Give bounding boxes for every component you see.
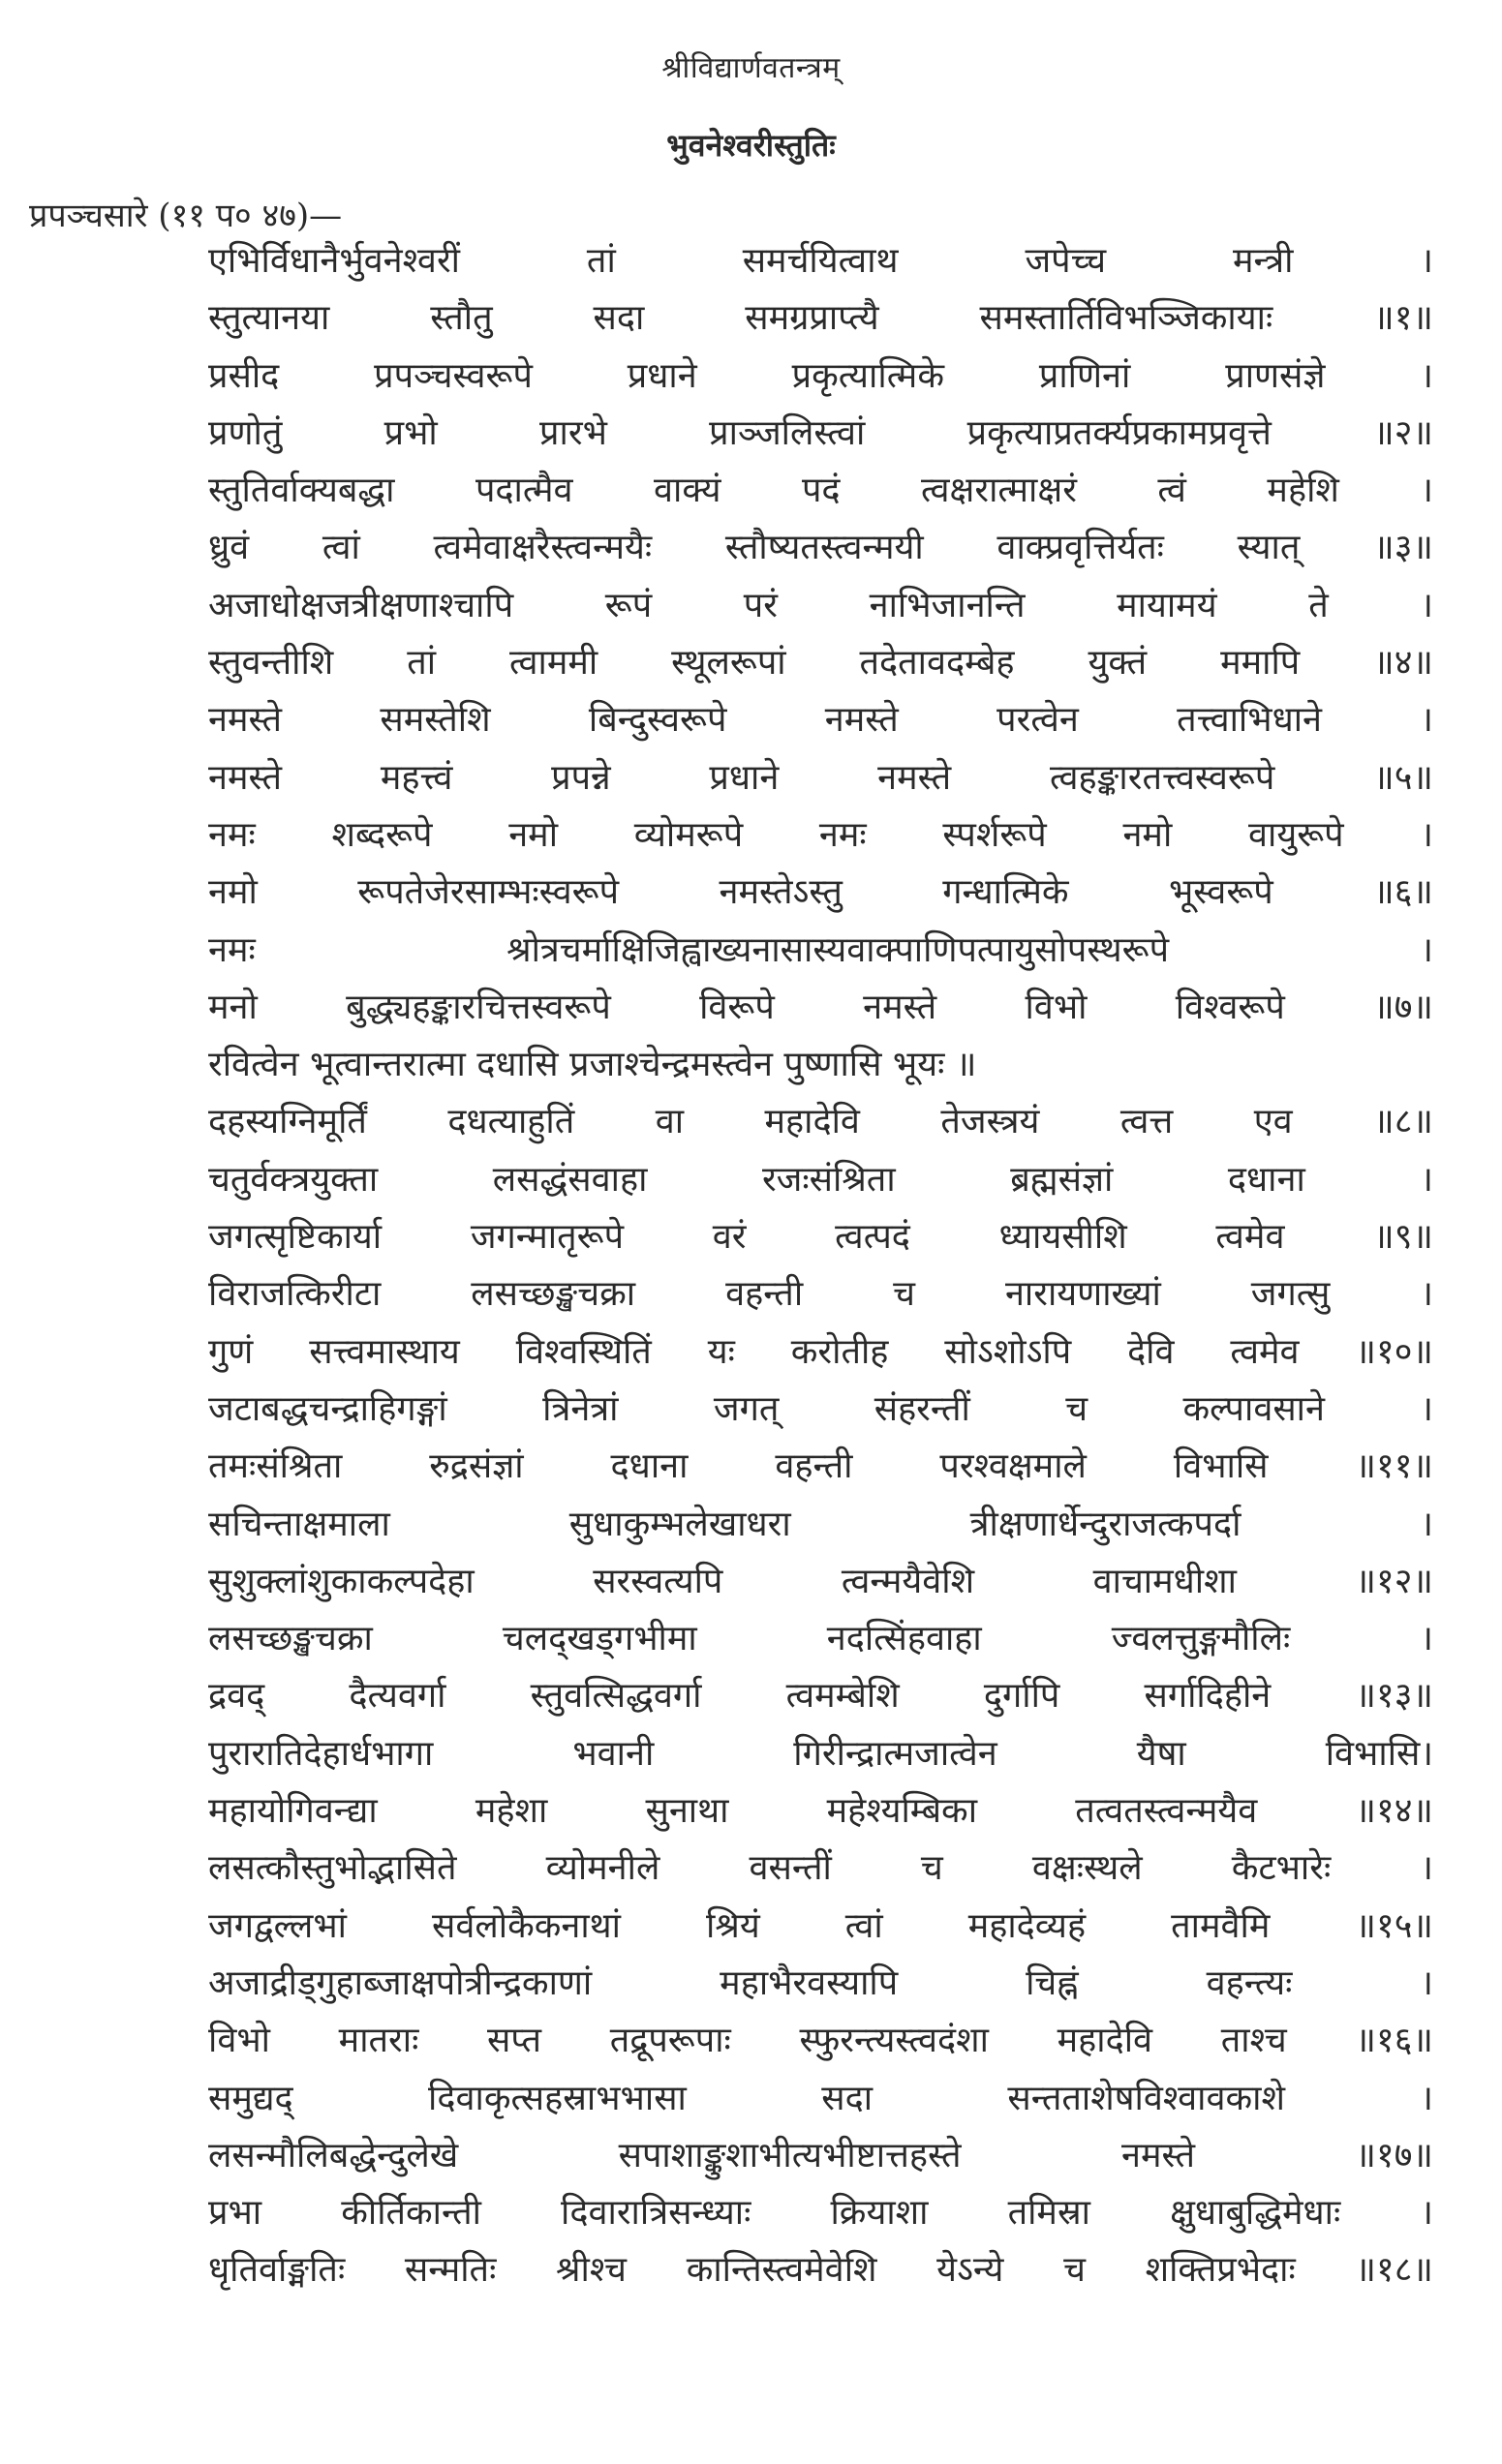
verse-line: तमःसंश्रिता रुद्रसंज्ञां दधाना वहन्ती परश्वक्षमाले विभासि ॥११॥ [208,1446,1433,1487]
verse-line: स्तुतिर्वाक्यबद्धा पदात्मैव वाक्यं पदं त्वक्षरात्माक्षरं त्वं महेशि । [208,471,1433,511]
verse-line: चतुर्वक्त्रयुक्ता लसद्धंसवाहा रजःसंश्रिता ब्रह्मसंज्ञां दधाना । [208,1159,1433,1200]
verse-line: ध्रुवं त्वां त्वमेवाक्षरैस्त्वन्मयैः स्तौष्यतस्त्वन्मयी वाक्प्रवृत्तिर्यतः स्यात् ॥३॥ [208,528,1433,568]
verse-line: धृतिर्वाङ्मतिः सन्मतिः श्रीश्च कान्तिस्त्वमेवेशि येऽन्ये च शक्तिप्रभेदाः ॥१८॥ [208,2250,1433,2291]
verse-line: जगत्सृष्टिकार्या जगन्मातृरूपे वरं त्वत्पदं ध्यायसीशि त्वमेव ॥९॥ [208,1217,1433,1258]
verse-line: लसत्कौस्तुभोद्भासिते व्योमनीले वसन्तीं च वक्षःस्थले कैटभारेः । [208,1848,1433,1889]
verse-line: सचिन्ताक्षमाला सुधाकुम्भलेखाधरा त्रीक्षणार्धेन्दुराजत्कपर्दा । [208,1504,1433,1544]
section-title: भुवनेश्वरीस्तुतिः [666,127,836,164]
verse-line: पुरारातिदेहार्धभागा भवानी गिरीन्द्रात्मजात्वेन यैषा विभासि। [208,1733,1433,1774]
verse-line: नमस्ते महत्त्वं प्रपन्ने प्रधाने नमस्ते त्वहङ्कारतत्त्वस्वरूपे ॥५॥ [208,757,1433,798]
verse-line: जटाबद्धचन्द्राहिगङ्गां त्रिनेत्रां जगत् संहरन्तीं च कल्पावसाने । [208,1388,1433,1429]
verse-line: अजाधोक्षजत्रीक्षणाश्चापि रूपं परं नाभिजानन्ति मायामयं ते । [208,585,1433,625]
verse-line: मनो बुद्ध्यहङ्कारचित्तस्वरूपे विरूपे नमस्ते विभो विश्वरूपे ॥७॥ [208,987,1433,1027]
verse-line: समुद्यद् दिवाकृत्सहस्राभभासा सदा सन्तताशेषविश्वावकाशे । [208,2078,1433,2118]
verse-line: अजाद्रीड्गुहाब्जाक्षपोत्रीन्द्रकाणां महाभैरवस्यापि चिह्नं वहन्त्यः । [208,1962,1433,2003]
verse-line: जगद्वल्लभां सर्वलोकैकनाथां श्रियं त्वां महादेव्यहं तामवैमि ॥१५॥ [208,1905,1433,1946]
verse-line: विभो मातराः सप्त तद्रूपरूपाः स्फुरन्त्यस्त्वदंशा महादेवि ताश्च ॥१६॥ [208,2021,1433,2061]
verse-line: एभिर्विधानैर्भुवनेश्वरीं तां समर्चयित्वाथ जपेच्च मन्त्री । [208,241,1433,281]
verse-line: लसन्मौलिबद्धेन्दुलेखे सपाशाङ्कुशाभीत्यभीष्टात्तहस्ते नमस्ते ॥१७॥ [208,2135,1433,2175]
verse-line: प्रभा कीर्तिकान्ती दिवारात्रिसन्ध्याः क्रियाशा तमिस्रा क्षुधाबुद्धिमेधाः । [208,2193,1433,2234]
verse-block [208,232,1433,2299]
verse-line: लसच्छङ्खचक्रा चलद्खड्गभीमा नदत्सिंहवाहा ज्वलत्तुङ्गमौलिः । [208,1619,1433,1659]
verse-line: नमो रूपतेजेरसाम्भःस्वरूपे नमस्तेऽस्तु गन्धात्मिके भूस्वरूपे ॥६॥ [208,872,1433,913]
verse-line: नमः श्रोत्रचर्माक्षिजिह्वाख्यनासास्यवाक्पाणिपत्पायुसोपस्थरूपे । [208,929,1433,970]
verse-line: नमः शब्दरूपे नमो व्योमरूपे नमः स्पर्शरूपे नमो वायुरूपे । [208,814,1433,855]
running-header-title: श्रीविद्यार्णवतन्त्रम् [661,51,841,85]
verse-line: महायोगिवन्द्या महेशा सुनाथा महेश्यम्बिका तत्वतस्त्वन्मयैव ॥१४॥ [208,1791,1433,1832]
verse-line: दहस्यग्निमूर्तिं दधत्याहुतिं वा महादेवि तेजस्त्रयं त्वत्त एव ॥८॥ [208,1102,1433,1142]
verse-line: स्तुत्यानया स्तौतु सदा समग्रप्राप्त्यै समस्तार्तिविभञ्जिकायाः ॥१॥ [208,298,1433,339]
verse-line: प्रसीद प्रपञ्चस्वरूपे प्रधाने प्रकृत्यात्मिके प्राणिनां प्राणसंज्ञे । [208,355,1433,396]
verse-line: द्रवद् दैत्यवर्गा स्तुवत्सिद्धवर्गा त्वमम्बेशि दुर्गापि सर्गादिहीने ॥१३॥ [208,1676,1433,1717]
verse-line: स्तुवन्तीशि तां त्वाममी स्थूलरूपां तदेतावदम्बेह युक्तं ममापि ॥४॥ [208,643,1433,684]
verse-line: प्रणोतुं प्रभो प्रारभे प्राञ्जलिस्त्वां प्रकृत्याप्रतर्क्यप्रकामप्रवृत्ते ॥२॥ [208,412,1433,453]
verse-line: रवित्वेन भूत्वान्तरात्मा दधासि प्रजाश्चेन्द्रमस्त्वेन पुष्णासि भूयः ॥ [208,1045,977,1085]
verse-line: विराजत्किरीटा लसच्छङ्खचक्रा वहन्ती च नारायणाख्यां जगत्सु । [208,1274,1433,1315]
verse-line: नमस्ते समस्तेशि बिन्दुस्वरूपे नमस्ते परत्वेन तत्त्वाभिधाने । [208,700,1433,741]
source-reference: प्रपञ्चसारे (११ प० ४७)— [29,197,343,235]
verse-line: सुशुक्लांशुकाकल्पदेहा सरस्वत्यपि त्वन्मयैवेशि वाचामधीशा ॥१२॥ [208,1561,1433,1601]
verse-line: गुणं सत्त्वमास्थाय विश्वस्थितिं यः करोतीह सोऽशोऽपि देवि त्वमेव ॥१०॥ [208,1331,1433,1372]
